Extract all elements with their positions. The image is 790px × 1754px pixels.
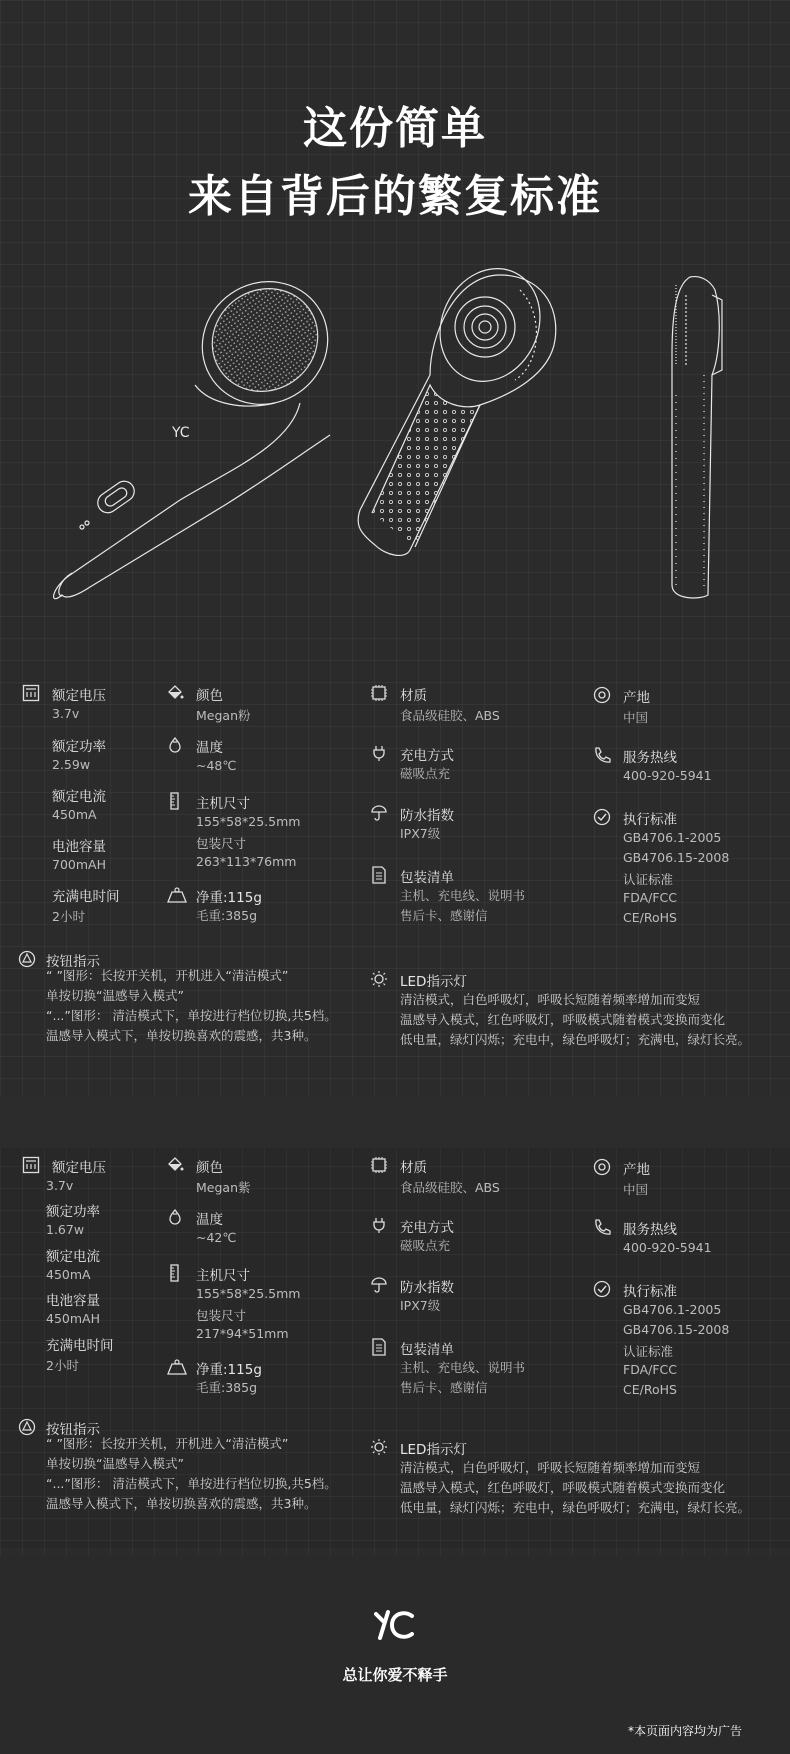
- product-angled-view: [358, 255, 558, 555]
- plug-icon: [370, 1216, 388, 1234]
- temperature-value: ~42℃: [196, 1230, 237, 1245]
- color-bucket-icon: [166, 684, 184, 702]
- rated-current-value: 450mA: [52, 807, 97, 822]
- button-line2: 单按切换“温感导入模式”: [46, 988, 184, 1003]
- spec-block-pink: [0, 676, 790, 1096]
- ruler-icon: [166, 792, 184, 810]
- product-line-drawings: [0, 255, 790, 635]
- material-label: 材质: [400, 1160, 427, 1176]
- net-weight: 净重:115g: [196, 1362, 262, 1378]
- charge-time-label: 充满电时间: [46, 1338, 114, 1354]
- temperature-icon: [166, 1208, 184, 1226]
- rated-power-label: 额定功率: [46, 1204, 100, 1220]
- led-label: LED指示灯: [400, 1442, 467, 1458]
- headline-line1: 这份简单: [303, 103, 487, 154]
- cert-label: 认证标准: [623, 872, 674, 887]
- check-circle-icon: [593, 808, 611, 826]
- phone-icon: [593, 1218, 611, 1236]
- led-line3: 低电量，绿灯闪烁；充电中，绿色呼吸灯；充满电，绿灯长亮。: [400, 1500, 751, 1515]
- charging-value: 磁吸点充: [400, 766, 451, 781]
- chip-icon: [370, 684, 388, 702]
- cert-value1: FDA/FCC: [623, 1362, 678, 1377]
- button-line1: “ ”图形：长按开关机，开机进入“清洁模式”: [46, 968, 289, 983]
- spec-block-purple: [0, 1148, 790, 1548]
- standard-value2: GB4706.15-2008: [623, 850, 730, 865]
- button-line2: 单按切换“温感导入模式”: [46, 1456, 184, 1471]
- led-line1: 清洁模式，白色呼吸灯，呼吸长短随着频率增加而变短: [400, 1460, 701, 1475]
- cert-value2: CE/RoHS: [623, 910, 677, 925]
- origin-value: 中国: [623, 1182, 649, 1197]
- bulb-icon: [370, 1438, 388, 1456]
- button-line4: 温感导入模式下，单按切换喜欢的震感，共3种。: [46, 1028, 317, 1043]
- button-drop-icon: [18, 950, 36, 968]
- color-value: Megan粉: [196, 708, 251, 723]
- hotline-label: 服务热线: [623, 750, 677, 766]
- charging-label: 充电方式: [400, 1220, 454, 1236]
- rated-voltage-label: 额定电压: [52, 688, 106, 704]
- button-drop-icon: [18, 1418, 36, 1436]
- charge-time-label: 充满电时间: [52, 889, 120, 905]
- pack-size-label: 包装尺寸: [196, 1308, 247, 1323]
- product-front-view: [54, 257, 352, 599]
- temperature-label: 温度: [196, 1212, 223, 1228]
- led-line2: 温感导入模式，红色呼吸灯，呼吸模式随着模式变换而变化: [400, 1480, 726, 1495]
- size-value: 155*58*25.5mm: [196, 814, 301, 829]
- size-label: 主机尺寸: [196, 1268, 250, 1284]
- cert-value1: FDA/FCC: [623, 890, 678, 905]
- origin-label: 产地: [623, 1162, 650, 1178]
- material-value: 食品级硅胶、ABS: [400, 1180, 500, 1195]
- button-line3: “...”图形： 清洁模式下，单按进行档位切换,共5档。: [46, 1008, 337, 1023]
- voltage-icon: [22, 1156, 40, 1174]
- material-value: 食品级硅胶、ABS: [400, 708, 500, 723]
- charge-time-value: 2小时: [46, 1358, 79, 1373]
- standard-value2: GB4706.15-2008: [623, 1322, 730, 1337]
- standard-value1: GB4706.1-2005: [623, 1302, 722, 1317]
- package-label: 包装清单: [400, 1342, 454, 1358]
- waterproof-value: IPX7级: [400, 826, 441, 841]
- package-line1: 主机、充电线、说明书: [400, 1360, 526, 1375]
- package-line1: 主机、充电线、说明书: [400, 888, 526, 903]
- rated-power-value: 2.59w: [52, 757, 91, 772]
- ad-disclaimer: *本页面内容均为广告: [627, 1724, 742, 1738]
- voltage-icon: [22, 684, 40, 702]
- waterproof-label: 防水指数: [400, 1280, 454, 1296]
- waterproof-label: 防水指数: [400, 808, 454, 824]
- origin-value: 中国: [623, 710, 649, 725]
- gross-weight: 毛重:385g: [196, 1380, 258, 1395]
- size-value: 155*58*25.5mm: [196, 1286, 301, 1301]
- location-icon: [593, 686, 611, 704]
- charging-value: 磁吸点充: [400, 1238, 451, 1253]
- rated-current-value: 450mA: [46, 1267, 91, 1282]
- package-line2: 售后卡、感谢信: [400, 908, 488, 923]
- battery-label: 电池容量: [46, 1293, 100, 1309]
- temperature-icon: [166, 736, 184, 754]
- color-value: Megan紫: [196, 1180, 251, 1195]
- led-line3: 低电量，绿灯闪烁；充电中，绿色呼吸灯；充满电，绿灯长亮。: [400, 1032, 751, 1047]
- button-indication-label: 按钮指示: [46, 954, 100, 970]
- material-label: 材质: [400, 688, 427, 704]
- headline-line2: 来自背后的繁复标准: [188, 171, 602, 222]
- temperature-label: 温度: [196, 740, 223, 756]
- footer-slogan: 总让你爱不释手: [342, 1666, 448, 1684]
- rated-power-value: 1.67w: [46, 1222, 85, 1237]
- button-indication-label: 按钮指示: [46, 1422, 100, 1438]
- cert-label: 认证标准: [623, 1344, 674, 1359]
- bulb-icon: [370, 970, 388, 988]
- led-label: LED指示灯: [400, 974, 467, 990]
- rated-current-label: 额定电流: [46, 1249, 100, 1265]
- color-label: 颜色: [196, 1160, 223, 1176]
- battery-value: 700mAH: [52, 857, 106, 872]
- phone-icon: [593, 746, 611, 764]
- umbrella-icon: [370, 1276, 388, 1294]
- net-weight: 净重:115g: [196, 890, 262, 906]
- ruler-icon: [166, 1264, 184, 1282]
- check-circle-icon: [593, 1280, 611, 1298]
- size-label: 主机尺寸: [196, 796, 250, 812]
- hotline-label: 服务热线: [623, 1222, 677, 1238]
- product-side-view: [672, 277, 722, 598]
- document-icon: [370, 866, 388, 884]
- standard-label: 执行标准: [623, 1284, 677, 1300]
- standard-value1: GB4706.1-2005: [623, 830, 722, 845]
- weight-icon: [166, 886, 188, 904]
- led-line2: 温感导入模式，红色呼吸灯，呼吸模式随着模式变换而变化: [400, 1012, 726, 1027]
- weight-icon: [166, 1358, 188, 1376]
- rated-voltage-label: 额定电压: [52, 1160, 106, 1176]
- standard-label: 执行标准: [623, 812, 677, 828]
- origin-label: 产地: [623, 690, 650, 706]
- umbrella-icon: [370, 804, 388, 822]
- package-label: 包装清单: [400, 870, 454, 886]
- rated-power-label: 额定功率: [52, 739, 106, 755]
- charge-time-value: 2小时: [52, 909, 85, 924]
- pack-size-value: 263*113*76mm: [196, 854, 297, 869]
- waterproof-value: IPX7级: [400, 1298, 441, 1313]
- button-line1: “ ”图形：长按开关机，开机进入“清洁模式”: [46, 1436, 289, 1451]
- charging-label: 充电方式: [400, 748, 454, 764]
- battery-label: 电池容量: [52, 839, 106, 855]
- color-label: 颜色: [196, 688, 223, 704]
- battery-value: 450mAH: [46, 1311, 100, 1326]
- document-icon: [370, 1338, 388, 1356]
- rated-current-label: 额定电流: [52, 789, 106, 805]
- cert-value2: CE/RoHS: [623, 1382, 677, 1397]
- rated-voltage-value: 3.7v: [52, 706, 80, 721]
- section-divider: [0, 1096, 790, 1148]
- hotline-value: 400-920-5941: [623, 1240, 712, 1255]
- chip-icon: [370, 1156, 388, 1174]
- rated-voltage-value: 3.7v: [46, 1178, 74, 1193]
- button-line3: “...”图形： 清洁模式下，单按进行档位切换,共5档。: [46, 1476, 337, 1491]
- location-icon: [593, 1158, 611, 1176]
- button-line4: 温感导入模式下，单按切换喜欢的震感，共3种。: [46, 1496, 317, 1511]
- svg-text:YC: YC: [172, 425, 190, 441]
- pack-size-label: 包装尺寸: [196, 836, 247, 851]
- temperature-value: ~48℃: [196, 758, 237, 773]
- package-line2: 售后卡、感谢信: [400, 1380, 488, 1395]
- led-line1: 清洁模式，白色呼吸灯，呼吸长短随着频率增加而变短: [400, 992, 701, 1007]
- hotline-value: 400-920-5941: [623, 768, 712, 783]
- color-bucket-icon: [166, 1156, 184, 1174]
- gross-weight: 毛重:385g: [196, 908, 258, 923]
- brand-logo: [374, 1608, 416, 1642]
- plug-icon: [370, 744, 388, 762]
- pack-size-value: 217*94*51mm: [196, 1326, 289, 1341]
